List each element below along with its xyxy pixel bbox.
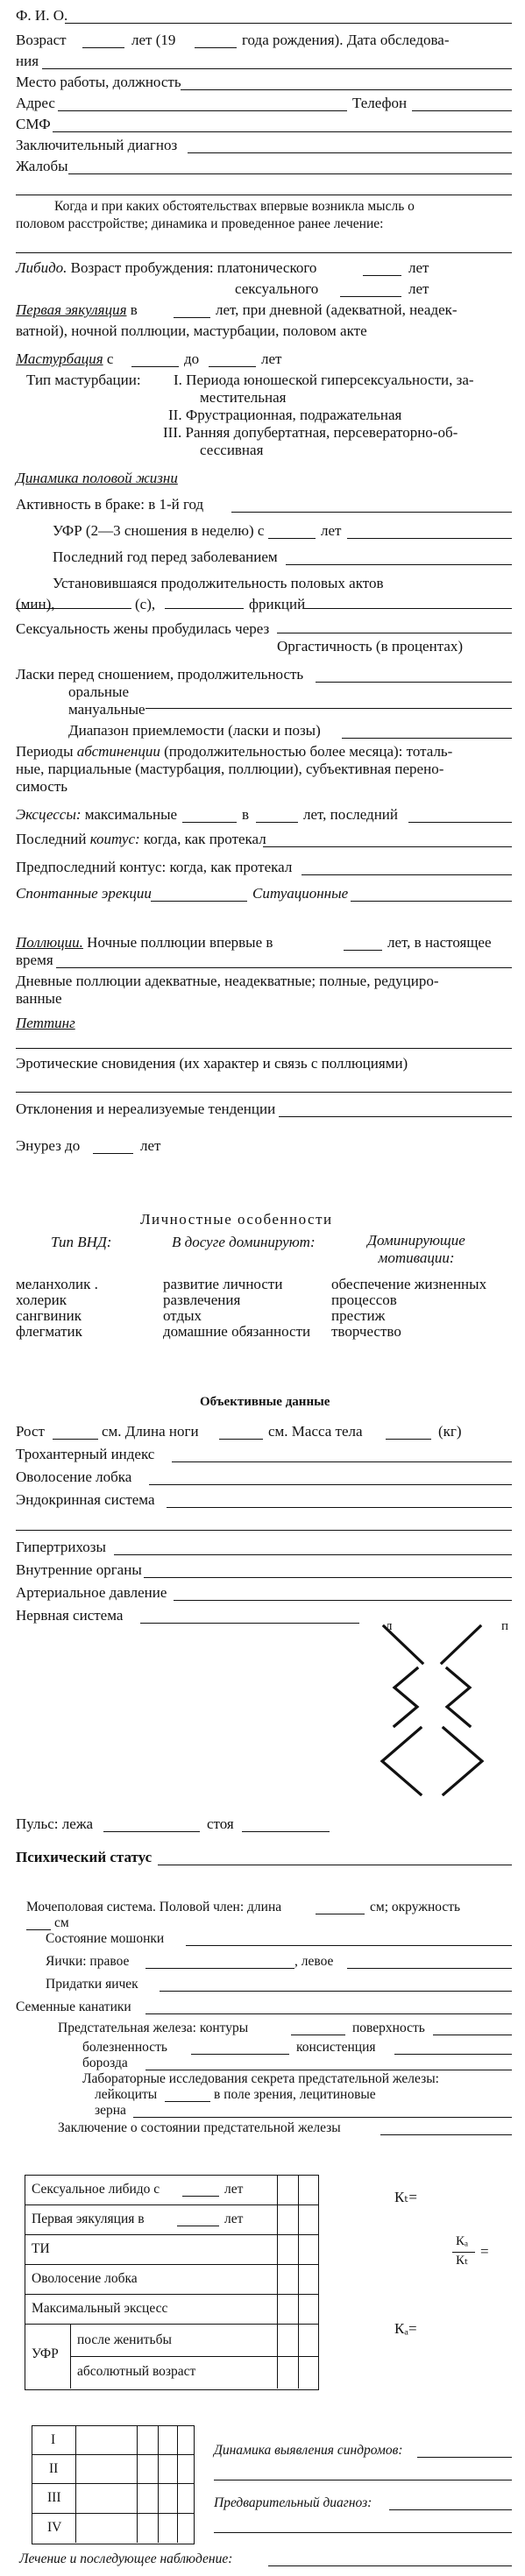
reflex-right-top-line bbox=[442, 1626, 480, 1663]
abst-b: абстиненции bbox=[76, 743, 160, 760]
birth-year-blank[interactable] bbox=[195, 47, 237, 48]
motivation-item: процессов bbox=[331, 1292, 397, 1308]
complaints-line[interactable] bbox=[68, 173, 512, 174]
poll-c: время bbox=[16, 952, 53, 968]
work-label: Место работы, должность bbox=[16, 74, 181, 90]
objective-title: Объективные данные bbox=[200, 1395, 330, 1409]
enuresis-blank[interactable] bbox=[93, 1153, 133, 1154]
motivation-item: престиж bbox=[331, 1307, 386, 1324]
leisure-item: развлечения bbox=[163, 1292, 241, 1308]
personality-col3-head-b: мотивации: bbox=[378, 1249, 455, 1266]
coit-a: Последний bbox=[16, 831, 87, 847]
mass-blank[interactable] bbox=[386, 1439, 431, 1440]
exc-last: лет, последний bbox=[303, 806, 398, 823]
personality-col2-head: В досуге доминируют: bbox=[172, 1234, 316, 1250]
vnd-type-item: меланхолик . bbox=[16, 1276, 98, 1292]
marriage-activity-line[interactable] bbox=[231, 512, 512, 513]
exc-max: максимальные bbox=[84, 806, 178, 823]
table-ufr-absolute-age: абсолютный возраст bbox=[77, 2364, 196, 2379]
pubic-hair-label: Оволосение лобка bbox=[16, 1468, 132, 1485]
mast-type-1: I. Периода юношеской гиперсексуальности, за- bbox=[174, 372, 474, 388]
age-years-label: лет (19 bbox=[131, 32, 176, 48]
endocrine-line-2[interactable] bbox=[16, 1530, 512, 1531]
smf-line[interactable] bbox=[53, 131, 512, 132]
marriage-activity-label: Активность в браке: в 1-й год bbox=[16, 496, 204, 513]
pulse-standing-blank[interactable] bbox=[242, 1831, 330, 1832]
phone-label: Телефон bbox=[352, 95, 408, 111]
mast-type-1b: местительная bbox=[200, 389, 287, 406]
coit-c: когда, как протекал bbox=[143, 831, 266, 847]
phone-line[interactable] bbox=[412, 110, 512, 111]
hypertrich-line[interactable] bbox=[114, 1554, 512, 1555]
epididymis-label: Придатки яичек bbox=[46, 1977, 138, 1992]
syndrome-dynamics-label: Динамика выявления синдромов: bbox=[214, 2443, 403, 2458]
libido-platonic-blank[interactable] bbox=[363, 275, 401, 276]
last-year-label: Последний год перед заболеванием bbox=[53, 548, 278, 565]
ejac-blank[interactable] bbox=[174, 317, 210, 318]
abstinence-row bbox=[16, 743, 452, 761]
fio-line[interactable] bbox=[65, 23, 512, 24]
exam-date-cont: ния bbox=[16, 53, 39, 69]
mast-to: до bbox=[184, 350, 200, 367]
roman-IV: IV bbox=[47, 2520, 62, 2535]
treatment-line[interactable] bbox=[268, 2565, 512, 2566]
height-label: Рост bbox=[16, 1423, 45, 1440]
pulse-lying-blank[interactable] bbox=[103, 1831, 200, 1832]
mast-type-3b: сессивная bbox=[200, 442, 264, 458]
endocrine-line[interactable] bbox=[167, 1507, 512, 1508]
circ-blank[interactable] bbox=[26, 1929, 51, 1930]
dreams-label: Эротические сновидения (их характер и связь с поллюциями) bbox=[16, 1055, 408, 1072]
personality-col3-head-a: Доминирующие bbox=[367, 1232, 465, 1249]
last-year-line[interactable] bbox=[286, 564, 512, 565]
onset-question-2: половом расстройстве; динамика и проведенное ранее лечение: bbox=[16, 216, 384, 231]
reflex-right-bottom-zigzag bbox=[443, 1728, 482, 1794]
circ-label: см; окружность bbox=[370, 1900, 461, 1914]
leg-blank[interactable] bbox=[219, 1439, 263, 1440]
caress-manual: мануальные bbox=[68, 701, 145, 718]
psych-label: Психический статус bbox=[16, 1849, 153, 1865]
table-row-libido: Сексуальное либидо с bbox=[32, 2182, 160, 2197]
orgasm-label: Оргастичность (в процентах) bbox=[277, 638, 464, 655]
mast-years: лет bbox=[261, 350, 282, 367]
final-diagnosis-line[interactable] bbox=[188, 152, 512, 153]
personality-col1-head: Тип ВНД: bbox=[51, 1234, 112, 1250]
kt-formula: Кₜ= bbox=[394, 2189, 417, 2205]
enuresis-years: лет bbox=[140, 1137, 161, 1154]
ufr-blank[interactable] bbox=[268, 538, 316, 539]
wife-label: Сексуальность жены пробудилась через bbox=[16, 620, 270, 637]
table-row-ufr: УФР bbox=[32, 2346, 59, 2361]
poll-e: ванные bbox=[16, 990, 62, 1007]
troch-label: Трохантерный индекс bbox=[16, 1446, 155, 1462]
mass-label: см. Масса тела bbox=[268, 1423, 363, 1440]
mast-label: Мастурбация bbox=[16, 350, 103, 367]
height-blank[interactable] bbox=[53, 1439, 98, 1440]
prostate-pain-label: болезненность bbox=[82, 2040, 167, 2055]
ejac-text: лет, при дневной (адекватной, неадек- bbox=[216, 301, 458, 318]
leisure-item: домашние обязанности bbox=[163, 1323, 311, 1340]
prostate-consistency-label: консистенция bbox=[296, 2040, 376, 2055]
situational-erections: Ситуационные bbox=[252, 885, 349, 902]
reflex-left-mid-zigzag bbox=[394, 1668, 417, 1726]
exc-max-blank[interactable] bbox=[182, 822, 237, 823]
ns-label: Нервная система bbox=[16, 1607, 124, 1624]
vnd-type-item: сангвиник bbox=[16, 1307, 82, 1324]
motivation-item: обеспечение жизненных bbox=[331, 1276, 487, 1292]
coitus-line[interactable] bbox=[263, 846, 512, 847]
address-line[interactable] bbox=[58, 110, 347, 111]
cords-label: Семенные канатики bbox=[16, 1999, 131, 2014]
abst-a: Периоды bbox=[16, 743, 74, 760]
lab-grains-label: зерна bbox=[95, 2103, 126, 2118]
reflex-left-bottom-zigzag bbox=[382, 1728, 421, 1794]
deviations-line[interactable] bbox=[279, 1116, 512, 1117]
smf-label: СМФ bbox=[16, 116, 51, 132]
scrotum-label: Состояние мошонки bbox=[46, 1931, 165, 1946]
fric-line[interactable] bbox=[303, 608, 512, 609]
libido-label: Либидо. bbox=[16, 259, 67, 276]
fric-blank[interactable] bbox=[165, 608, 244, 609]
libido-sexual-label: сексуального bbox=[235, 280, 319, 297]
ufr-years: лет bbox=[321, 522, 342, 539]
prelim-diagnosis-line[interactable] bbox=[389, 2509, 512, 2510]
ka-formula: Кₐ= bbox=[394, 2320, 417, 2337]
lab-label: Лабораторные исследования секрета предстательной железы: bbox=[82, 2071, 439, 2086]
ejac-row bbox=[16, 301, 138, 319]
prev-coitus: Предпоследний контус: когда, как протекал bbox=[16, 859, 293, 875]
ns-line[interactable] bbox=[140, 1623, 359, 1624]
prostate-groove-label: борозда bbox=[82, 2056, 128, 2070]
testes-left-line[interactable] bbox=[347, 1968, 512, 1969]
roman-II: II bbox=[49, 2461, 59, 2476]
spont-erections: Спонтанные эрекции bbox=[16, 885, 152, 902]
work-line[interactable] bbox=[181, 89, 512, 90]
endocrine-label: Эндокринная система bbox=[16, 1491, 155, 1508]
reflex-left-top-line bbox=[384, 1626, 422, 1663]
libido-row bbox=[16, 259, 316, 277]
prelim-diagnosis-line-2[interactable] bbox=[214, 2532, 512, 2533]
table-ufr-after-marriage: после женитьбы bbox=[77, 2332, 172, 2347]
ka-over-kt-den: Кₜ bbox=[456, 2254, 469, 2268]
exc-age-blank[interactable] bbox=[256, 822, 298, 823]
reflex-diagram bbox=[333, 1612, 517, 1796]
pulse-lying-label: Пульс: лежа bbox=[16, 1815, 94, 1832]
sec-blank[interactable] bbox=[63, 608, 131, 609]
vnd-type-item: флегматик bbox=[16, 1323, 82, 1340]
ejac-in: в bbox=[130, 301, 138, 318]
exc-in: в bbox=[242, 806, 250, 823]
caress-manual-line[interactable] bbox=[145, 708, 512, 709]
mast-type-3: III. Ранняя допубертатная, персевераторно-об- bbox=[163, 424, 458, 441]
spont-line[interactable] bbox=[151, 901, 247, 902]
birth-date-label: года рождения). Дата обследова- bbox=[242, 32, 450, 48]
roman-III: III bbox=[47, 2490, 61, 2505]
ejac-text-2: ватной), ночной поллюции, мастурбации, половом акте bbox=[16, 322, 367, 339]
leg-label: см. Длина ноги bbox=[102, 1423, 199, 1440]
prostate-consistency-blank[interactable] bbox=[394, 2054, 512, 2055]
epididymis-line[interactable] bbox=[160, 1991, 512, 1992]
mast-type-2: II. Фрустрационная, подражательная bbox=[168, 407, 402, 423]
onset-question-1: Когда и при каких обстоятельствах впервые возникла мысль о bbox=[54, 199, 415, 214]
scrotum-line[interactable] bbox=[186, 1945, 512, 1946]
caress-label: Ласки перед сношением, продолжительность bbox=[16, 666, 304, 683]
mast-row bbox=[16, 350, 113, 368]
petting-line[interactable] bbox=[16, 1048, 512, 1049]
poll-b: лет, в настоящее bbox=[387, 934, 492, 951]
coitus-row bbox=[16, 831, 266, 848]
ka-over-kt-num: Кₐ bbox=[456, 2234, 469, 2248]
prostate-conclusion-line[interactable] bbox=[380, 2134, 512, 2135]
bp-label: Артериальное давление bbox=[16, 1584, 167, 1601]
pulse-standing-label: стоя bbox=[207, 1815, 234, 1832]
prostate-pain-blank[interactable] bbox=[191, 2054, 289, 2055]
prelim-diagnosis-label: Предварительный диагноз: bbox=[214, 2495, 372, 2510]
treatment-label: Лечение и последующее наблюдение: bbox=[19, 2551, 233, 2566]
libido-platonic-label: Возраст пробуждения: платонического bbox=[70, 259, 317, 276]
caress-oral: оральные bbox=[68, 683, 129, 700]
vnd-type-item: холерик bbox=[16, 1292, 67, 1308]
left-mark: л bbox=[386, 1619, 393, 1633]
fio-label: Ф. И. О. bbox=[16, 7, 68, 24]
age-label: Возраст bbox=[16, 32, 67, 48]
coit-b: коитус: bbox=[89, 831, 140, 847]
poll-d: Дневные поллюции адекватные, неадекватные; полные, редуциро- bbox=[16, 973, 439, 989]
lab-field-label: в поле зрения, лецитиновые bbox=[214, 2087, 376, 2102]
mass-unit: (кг) bbox=[438, 1423, 462, 1440]
poll-time-line[interactable] bbox=[56, 967, 512, 968]
prev-coitus-line[interactable] bbox=[302, 874, 512, 875]
ufr-label: УФР (2—3 сношения в неделю) с bbox=[53, 522, 265, 539]
personality-title: Личностные особенности bbox=[140, 1211, 333, 1228]
hypertrich-label: Гипертрихозы bbox=[16, 1539, 106, 1555]
sec-label: (с), bbox=[135, 596, 156, 612]
range-line[interactable] bbox=[342, 738, 512, 739]
address-label: Адрес bbox=[16, 95, 55, 111]
min-label: (мин), bbox=[16, 596, 55, 612]
petting-label: Петтинг bbox=[16, 1015, 75, 1031]
abstinence-3: симость bbox=[16, 778, 68, 795]
range-label: Диапазон приемлемости (ласки и позы) bbox=[68, 722, 321, 739]
exc-last-line[interactable] bbox=[408, 822, 512, 823]
exc-row bbox=[16, 806, 177, 824]
final-diagnosis-label: Заключительный диагноз bbox=[16, 137, 178, 153]
caress-line[interactable] bbox=[316, 682, 512, 683]
poll-label: Поллюции. bbox=[16, 934, 83, 951]
prostate-conclusion-label: Заключение о состоянии предстательной железы bbox=[58, 2120, 341, 2135]
uro-label: Мочеполовая система. Половой член: длина bbox=[26, 1900, 282, 1914]
organs-line[interactable] bbox=[144, 1577, 512, 1578]
mast-from-blank[interactable] bbox=[131, 366, 179, 367]
table-libido-blank[interactable] bbox=[182, 2196, 219, 2197]
libido-platonic-years: лет bbox=[408, 259, 429, 276]
table-libido-years: лет bbox=[224, 2182, 244, 2197]
testes-right-label: Яички: правое bbox=[46, 1954, 130, 1969]
poll-row bbox=[16, 934, 273, 952]
fric-label: фрикций bbox=[249, 596, 306, 612]
onset-line[interactable] bbox=[16, 252, 512, 253]
lab-leuko-label: лейкоциты bbox=[95, 2087, 158, 2102]
situational-line[interactable] bbox=[351, 901, 512, 902]
ufr-line[interactable] bbox=[347, 538, 512, 539]
ka-over-kt-eq: = bbox=[480, 2243, 489, 2260]
poll-blank[interactable] bbox=[344, 950, 382, 951]
enuresis-label: Энурез до bbox=[16, 1137, 81, 1154]
circ-unit: см bbox=[54, 1915, 69, 1930]
complaints-label: Жалобы bbox=[16, 158, 68, 174]
prostate-contours-label: Предстательная железа: контуры bbox=[58, 2020, 249, 2035]
reflex-right-mid-zigzag bbox=[447, 1668, 470, 1726]
leisure-item: отдых bbox=[163, 1307, 202, 1324]
lab-leuko-blank[interactable] bbox=[165, 2101, 210, 2102]
table-ejac-years: лет bbox=[224, 2212, 244, 2226]
prostate-surface-label: поверхность bbox=[352, 2020, 425, 2035]
lab-grains-blank[interactable] bbox=[133, 2117, 512, 2118]
libido-sexual-years: лет bbox=[408, 280, 429, 297]
age-blank[interactable] bbox=[82, 47, 124, 48]
organs-label: Внутренние органы bbox=[16, 1561, 142, 1578]
motivation-item: творчество bbox=[331, 1323, 401, 1340]
dynamics-title: Динамика половой жизни bbox=[16, 470, 178, 486]
exc-label: Эксцессы: bbox=[16, 806, 82, 823]
right-mark: п bbox=[501, 1619, 509, 1633]
bp-line[interactable] bbox=[174, 1600, 512, 1601]
cords-line[interactable] bbox=[145, 2013, 512, 2014]
mast-from: с bbox=[106, 350, 114, 367]
table-row-hair: Оволосение лобка bbox=[32, 2271, 138, 2286]
pubic-hair-line[interactable] bbox=[149, 1484, 512, 1485]
testes-right-line[interactable] bbox=[145, 1968, 294, 1969]
table-row-ejac: Первая эякуляция в bbox=[32, 2212, 145, 2226]
table-row-excess: Максимальный эксцесс bbox=[32, 2301, 168, 2316]
mast-type-label: Тип мастурбации: bbox=[26, 372, 141, 388]
abstinence-2: ные, парциальные (мастурбация, поллюции), субъективная перено- bbox=[16, 761, 444, 777]
abst-c: (продолжительностью более месяца): тоталь- bbox=[164, 743, 453, 760]
leisure-item: развитие личности bbox=[163, 1276, 283, 1292]
troch-line[interactable] bbox=[172, 1461, 512, 1462]
table-row-ti: ТИ bbox=[32, 2241, 50, 2256]
libido-sexual-blank[interactable] bbox=[340, 296, 401, 297]
deviations-label: Отклонения и нереализуемые тенденции bbox=[16, 1100, 276, 1117]
poll-a: Ночные поллюции впервые в bbox=[87, 934, 273, 951]
exam-date-line[interactable] bbox=[42, 68, 512, 69]
dreams-line[interactable] bbox=[16, 1092, 512, 1093]
roman-I: I bbox=[51, 2432, 56, 2447]
testes-left-label: , левое bbox=[294, 1954, 334, 1969]
ejac-label: Первая эякуляция bbox=[16, 301, 127, 318]
mast-to-blank[interactable] bbox=[209, 366, 256, 367]
duration-label: Установившаяся продолжительность половых актов bbox=[53, 575, 384, 591]
syndrome-dynamics-line[interactable] bbox=[417, 2457, 512, 2458]
